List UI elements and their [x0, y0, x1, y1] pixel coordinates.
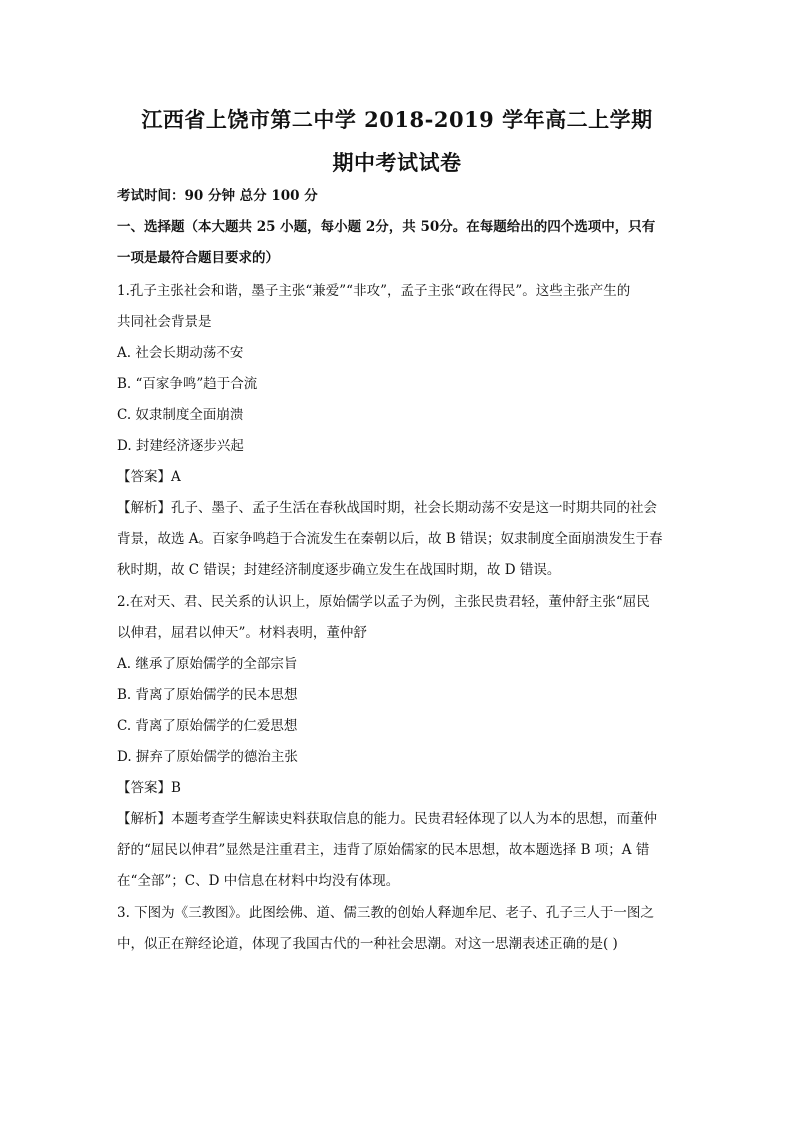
- question-2-analysis-line3: 在“全部”；C、D 中信息在材料中均没有体现。: [117, 873, 400, 889]
- question-1-option-b: B. “百家争鸣”趋于合流: [117, 376, 258, 392]
- question-2-option-d: D. 摒弃了原始儒学的德治主张: [117, 749, 298, 765]
- exam-title: 江西省上饶市第二中学 2018-2019 学年高二上学期: [141, 107, 653, 132]
- question-3-stem-line2: 中，似正在辩经论道，体现了我国古代的一种社会思潮。对这一思潮表述正确的是( ): [117, 936, 618, 952]
- section-heading-line2: 一项是最符合题目要求的）: [117, 250, 279, 266]
- question-1-option-a: A. 社会长期动荡不安: [117, 345, 244, 361]
- question-1-analysis-line3: 秋时期，故 C 错误；封建经济制度逐步确立发生在战国时期，故 D 错误。: [117, 562, 561, 578]
- question-3-stem-line1: 3. 下图为《三教图》。此图绘佛、道、儒三教的创始人释迦牟尼、老子、孔子三人于一图之: [117, 905, 654, 921]
- question-1-stem-line2: 共同社会背景是: [117, 314, 212, 330]
- question-2-analysis-line1: 【解析】本题考查学生解读史料获取信息的能力。民贵君轻体现了以人为本的思想，而董仲: [117, 811, 657, 827]
- question-2-option-b: B. 背离了原始儒学的民本思想: [117, 687, 298, 703]
- section-heading-line1: 一、选择题（本大题共 25 小题，每小题 2分，共 50分。在每题给出的四个选项中，只有: [117, 219, 656, 235]
- question-2-option-a: A. 继承了原始儒学的全部宗旨: [117, 656, 298, 672]
- question-1-answer: 【答案】A: [117, 469, 181, 485]
- question-2-stem-line2: 以伸君，屈君以伸天”。材料表明，董仲舒: [117, 625, 367, 641]
- exam-subtitle: 期中考试试卷: [332, 150, 462, 175]
- question-1-stem-line1: 1.孔子主张社会和谐，墨子主张“兼爱”“非攻”，孟子主张“政在得民”。这些主张产生的: [117, 283, 631, 299]
- question-2-stem-line1: 2.在对天、君、民关系的认识上，原始儒学以孟子为例，主张民贵君轻，董仲舒主张“屈民: [117, 594, 650, 610]
- question-1-analysis-line1: 【解析】孔子、墨子、孟子生活在春秋战国时期，社会长期动荡不安是这一时期共同的社会: [117, 500, 657, 516]
- exam-info: 考试时间：90 分钟 总分 100 分: [117, 188, 318, 204]
- question-1-analysis-line2: 背景，故选 A。百家争鸣趋于合流发生在秦朝以后，故 B 错误；奴隶制度全面崩溃发生于春: [117, 531, 663, 547]
- question-2-option-c: C. 背离了原始儒学的仁爱思想: [117, 718, 298, 734]
- question-1-option-d: D. 封建经济逐步兴起: [117, 438, 244, 454]
- question-2-answer: 【答案】B: [117, 780, 181, 796]
- question-1-option-c: C. 奴隶制度全面崩溃: [117, 407, 244, 423]
- question-2-analysis-line2: 舒的“屈民以伸君”显然是注重君主，违背了原始儒家的民本思想，故本题选择 B 项；A 错: [117, 842, 650, 858]
